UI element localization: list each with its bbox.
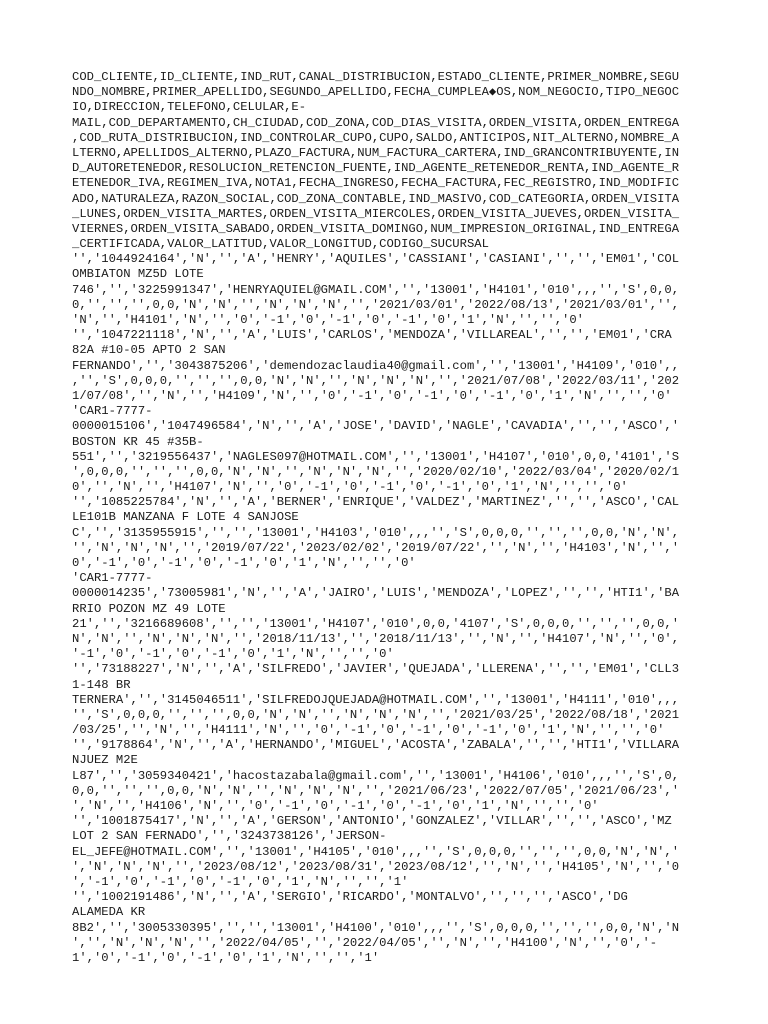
document-line: LE101B MANZANA F LOTE 4 SANJOSE [72, 510, 299, 525]
document-line: D_AUTORETENEDOR,RESOLUCION_RETENCION_FUENTE,IND_AGENTE_RETENEDOR_RENTA,IND_AGENTE_R [72, 161, 680, 176]
document-line: 0','','N','','H4107','N','','0','-1','0','-1','0','-1','0','1','N','','','0' [72, 480, 628, 495]
document-line: ','N','','H4106','N','','0','-1','0','-1','0','-1','0','1','N','','','0' [72, 799, 599, 813]
document-line: '','N','N','N','','2019/07/22','2023/02/02','2019/07/22','','N','','H4103','N','',' [72, 540, 680, 555]
document-line: ',0,0,0,'','','',0,0,'N','N','','N','N','N','','2020/02/10','2022/03/04','2020/02/1 [72, 464, 680, 479]
document-line: '','1044924164','N','','A','HENRY','AQUILES','CASSIANI','CASIANI','','','EM01','COL [72, 252, 680, 267]
document-line: 0000014235','73005981','N','','A','JAIRO','LUIS','MENDOZA','LOPEZ','','','HTI1','BA [72, 586, 680, 601]
document-line: '','9178864','N','','A','HERNANDO','MIGUEL','ACOSTA','ZABALA','','','HTI1','VILLARA [72, 738, 680, 753]
document-line: 'CAR1-7777- [72, 404, 153, 419]
document-line: '','1002191486','N','','A','SERGIO','RICARDO','MONTALVO','','','','ASCO','DG [72, 890, 628, 905]
document-line: ETENEDOR_IVA,REGIMEN_IVA,NOTA1,FECHA_INGRESO,FECHA_FACTURA,FEC_REGISTRO,IND_MODIFIC [72, 176, 680, 191]
document-line: LOT 2 SAN FERNADO','','3243738126','JERSON- [72, 829, 387, 844]
document-line: TERNERA','','3145046511','SILFREDOJQUEJADA@HOTMAIL.COM','','13001','H4111','010',,, [72, 692, 680, 707]
document-line: OMBIATON MZ5D LOTE [72, 267, 204, 282]
document-line: 'N','','H4101','N','','0','-1','0','-1','0','-1','0','1','N','','','0' [72, 313, 584, 327]
document-line: 0,'','','',0,0,'N','N','','N','N','N','','2021/03/01','2022/08/13','2021/03/01','', [72, 297, 680, 312]
document-line: ','','N','N','N','','2022/04/05','','2022/04/05','','N','','H4100','N','','0','- [72, 935, 658, 950]
document-line: IO,DIRECCION,TELEFONO,CELULAR,E- [72, 100, 307, 115]
document-line: ','-1','0','-1','0','-1','0','1','N','','','1' [72, 874, 409, 889]
document-line: 0,0,'','','',0,0,'N','N','','N','N','N','','2021/06/23','2022/07/05','2021/06/23',' [72, 783, 680, 798]
document-line: ,COD_RUTA_DISTRIBUCION,IND_CONTROLAR_CUPO,CUPO,SALDO,ANTICIPOS,NIT_ALTERNO,NOMBRE_A [72, 130, 680, 145]
document-line: '','1085225784','N','','A','BERNER','ENRIQUE','VALDEZ','MARTINEZ','','','ASCO','CAL [72, 495, 680, 510]
document-line: C','','3135955915','','','13001','H4103','010',,,'','S',0,0,0,'','','',0,0,'N','N', [72, 525, 680, 540]
document-line: /03/25','','N','','H4111','N','','0','-1','0','-1','0','-1','0','1','N','','','0' [72, 723, 665, 738]
document-line: RRIO POZON MZ 49 LOTE [72, 601, 226, 616]
document-line: '','73188227','N','','A','SILFREDO','JAVIER','QUEJADA','LLERENA','','','EM01','CLL3 [72, 662, 680, 677]
document-line: _LUNES,ORDEN_VISITA_MARTES,ORDEN_VISITA_MIERCOLES,ORDEN_VISITA_JUEVES,ORDEN_VISITA_ [72, 206, 680, 221]
document-line: N','N','','N','N','N','','2018/11/13','','2018/11/13','','N','','H4107','N','','0', [72, 631, 680, 646]
document-line: 1-148 BR [72, 677, 131, 692]
document-line: '','1001875417','N','','A','GERSON','ANTONIO','GONZALEZ','VILLAR','','','ASCO','MZ [72, 814, 672, 829]
document-line: 746','','3225991347','HENRYAQUIEL@GMAIL.COM','','13001','H4101','010',,,'','S',0,0, [72, 282, 680, 297]
document-line: BOSTON KR 45 #35B- [72, 434, 204, 449]
document-line: ,'','S',0,0,0,'','','',0,0,'N','N','','N','N','N','','2021/07/08','2022/03/11','202 [72, 373, 680, 388]
document-line: '','S',0,0,0,'','','',0,0,'N','N','','N','N','N','','2021/03/25','2022/08/18','2021 [72, 707, 680, 722]
document-line: 0','-1','0','-1','0','-1','0','1','N','','','0' [72, 556, 416, 570]
document-line: 1/07/08','','N','','H4109','N','','0','-1','0','-1','0','-1','0','1','N','','','0' [72, 388, 672, 403]
document-line: LTERNO,APELLIDOS_ALTERNO,PLAZO_FACTURA,NUM_FACTURA_CARTERA,IND_GRANCONTRIBUYENTE,IN [72, 145, 680, 160]
document-line: NJUEZ M2E [72, 753, 138, 768]
document-line: 82A #10-05 APTO 2 SAN [72, 343, 226, 358]
document-line: 8B2','','3005330395','','','13001','H4100','010',,,'','S',0,0,0,'','','',0,0,'N','N [72, 920, 680, 935]
document-line: 21','','3216689608','','','13001','H4107','010',0,0,'4107','S',0,0,0,'','','',0,0,' [72, 616, 680, 631]
document-line: ADO,NATURALEZA,RAZON_SOCIAL,COD_ZONA_CONTABLE,IND_MASIVO,COD_CATEGORIA,ORDEN_VISITA [72, 191, 680, 206]
document-line: '','1047221118','N','','A','LUIS','CARLOS','MENDOZA','VILLAREAL','','','EM01','CRA [72, 328, 672, 343]
document-line: FERNANDO','','3043875206','demendozaclaudia40@gmail.com','','13001','H4109','010',, [72, 358, 680, 373]
document-line: 0000015106','1047496584','N','','A','JOSE','DAVID','NAGLE','CAVADIA','','','ASCO',' [72, 419, 680, 434]
document-line: NDO_NOMBRE,PRIMER_APELLIDO,SEGUNDO_APELLIDO,FECHA_CUMPLEA◆OS,NOM_NEGOCIO,TIPO_NEGOC [72, 85, 680, 100]
document-line: 551','','3219556437','NAGLES097@HOTMAIL.COM','','13001','H4107','010',0,0,'4101','S [72, 449, 680, 464]
document-line: L87','','3059340421','hacostazabala@gmail.com','','13001','H4106','010',,,'','S',0, [72, 768, 680, 783]
document-line: 1','0','-1','0','-1','0','1','N','','','1' [72, 950, 380, 965]
document-line: MAIL,COD_DEPARTAMENTO,CH_CIUDAD,COD_ZONA,COD_DIAS_VISITA,ORDEN_VISITA,ORDEN_ENTREGA [72, 115, 680, 130]
document-line: VIERNES,ORDEN_VISITA_SABADO,ORDEN_VISITA_DOMINGO,NUM_IMPRESION_ORIGINAL,IND_ENTREGA [72, 221, 680, 236]
document-line: COD_CLIENTE,ID_CLIENTE,IND_RUT,CANAL_DISTRIBUCION,ESTADO_CLIENTE,PRIMER_NOMBRE,SEGU [72, 70, 680, 84]
document-line: ALAMEDA KR [72, 905, 146, 920]
document-line: 'CAR1-7777- [72, 571, 153, 586]
document-line: _CERTIFICADA,VALOR_LATITUD,VALOR_LONGITUD,CODIGO_SUCURSAL [72, 237, 489, 252]
document-line: EL_JEFE@HOTMAIL.COM','','13001','H4105','010',,,'','S',0,0,0,'','','',0,0,'N','N',' [72, 844, 680, 859]
document-line: '-1','0','-1','0','-1','0','1','N','','','0' [72, 647, 394, 662]
document-line: ','N','N','N','','2023/08/12','2023/08/31','2023/08/12','','N','','H4105','N','','0 [72, 859, 680, 874]
document-text [72, 70, 698, 966]
